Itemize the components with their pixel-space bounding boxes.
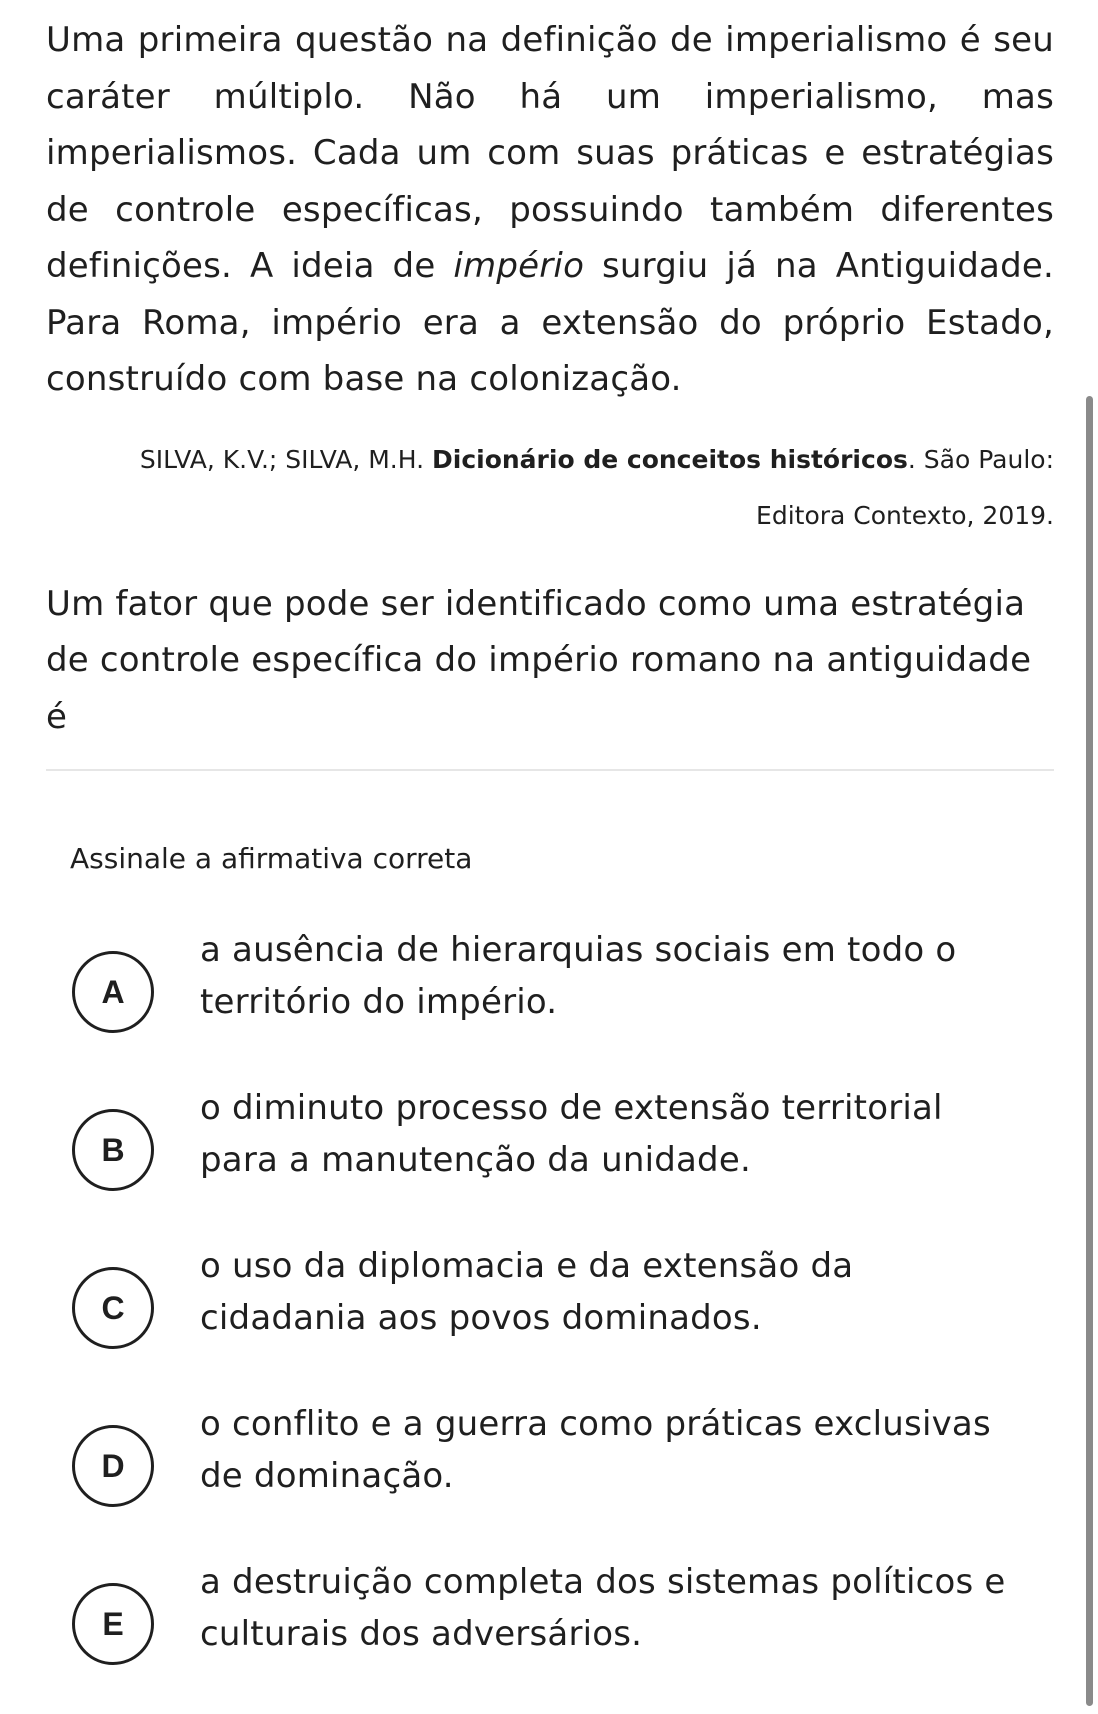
question-text: Um fator que pode ser identificado como uma estratégia de controle específica do império romano na antiguidade é: [46, 583, 1032, 737]
answer-options: [70, 924, 1030, 1714]
passage-emphasis: império: [453, 246, 585, 286]
option-e[interactable]: [70, 1556, 1030, 1714]
option-a-letter[interactable]: A: [72, 951, 154, 1033]
option-c-text[interactable]: o uso da diplomacia e da extensão da cidadania aos povos dominados.: [200, 1246, 854, 1338]
scrollbar[interactable]: [1086, 396, 1093, 1706]
citation-authors: SILVA, K.V.; SILVA, M.H.: [139, 444, 432, 474]
option-e-text[interactable]: a destruição completa dos sistemas políticos e culturais dos adversários.: [200, 1562, 1006, 1654]
option-b-letter[interactable]: B: [72, 1109, 154, 1191]
citation-publisher: . São Paulo: Editora Contexto, 2019.: [756, 444, 1054, 530]
instruction-label: Assinale a afirmativa correta: [70, 842, 473, 875]
question-content: [46, 0, 1054, 879]
divider: [46, 769, 1054, 771]
option-b[interactable]: [70, 1082, 1030, 1240]
option-b-text[interactable]: o diminuto processo de extensão territorial para a manutenção da unidade.: [200, 1088, 943, 1180]
citation: [46, 432, 1054, 544]
passage-part-2: surgiu já na Antiguidade. Para Roma, império era a extensão do próprio Estado, construído com base na colonização.: [46, 246, 1054, 399]
passage-text: [46, 12, 1054, 408]
option-d-text[interactable]: o conflito e a guerra como práticas exclusivas de dominação.: [200, 1404, 991, 1496]
option-e-letter[interactable]: E: [72, 1583, 154, 1665]
option-a-text[interactable]: a ausência de hierarquias sociais em todo o território do império.: [200, 930, 957, 1022]
option-d[interactable]: [70, 1398, 1030, 1556]
option-a[interactable]: [70, 924, 1030, 1082]
option-c-letter[interactable]: C: [72, 1267, 154, 1349]
option-c[interactable]: [70, 1240, 1030, 1398]
option-d-letter[interactable]: D: [72, 1425, 154, 1507]
citation-book-title: Dicionário de conceitos históricos: [432, 444, 908, 474]
passage-part-1: Uma primeira questão na definição de imperialismo é seu caráter múltiplo. Não há um imperialismo, mas imperialismos. Cada um com suas práticas e estratégias de controle específicas, possuindo também diferentes definições. A ideia de: [46, 20, 1054, 286]
